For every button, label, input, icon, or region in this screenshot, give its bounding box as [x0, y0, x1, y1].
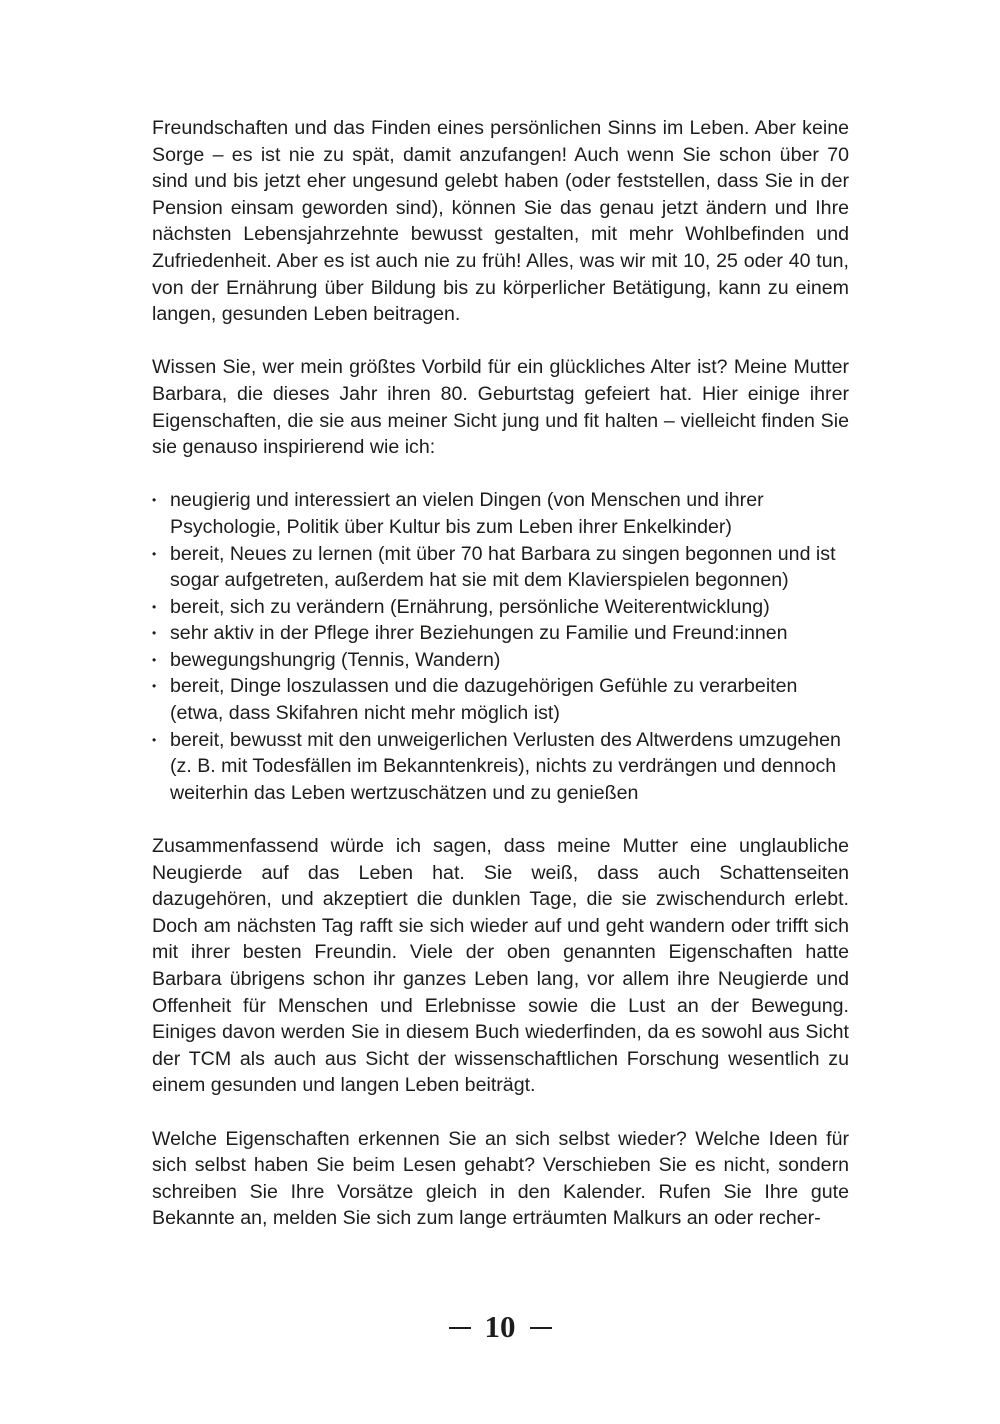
paragraph-gap: [152, 461, 849, 488]
list-item-text: bereit, bewusst mit den unweigerlichen Verlusten des Altwerdens umzugehen (z. B. mit Todesfällen im Bekanntenkreis), nichts zu verdrängen und dennoch weiterhin das Leben wertzuschätzen und zu genießen: [170, 728, 841, 804]
list-item-text: bereit, sich zu verändern (Ernährung, persönliche Weiterentwicklung): [170, 595, 770, 618]
list-item: [152, 647, 849, 674]
paragraph-summary: Zusammenfassend würde ich sagen, dass meine Mutter eine unglaubliche Neugierde auf das Leben hat. Sie weiß, dass auch Schattenseiten dazugehören, und akzeptiert die dunklen Tage, die sie zwischendurch erlebt. Doch am nächsten Tag rafft sie sich wieder auf und geht wandern oder trifft sich mit ihrer besten Freundin. Viele der oben genannten Eigenschaften hatte Barbara übrigens schon ihr ganzes Leben lang, vor allem ihre Neugierde und Offenheit für Menschen und Erlebnisse sowie die Lust an der Bewegung. Einiges davon werden Sie in diesem Buch wiederfinden, da es sowohl aus Sicht der TCM als auch aus Sicht der wissenschaftlichen Forschung wesentlich zu einem gesunden und langen Leben beiträgt.: [152, 835, 849, 1097]
list-item: [152, 594, 849, 621]
bullet-icon: •: [152, 493, 157, 508]
list-item: [152, 727, 849, 807]
paragraph-gap: [152, 806, 849, 833]
list-item-text: sehr aktiv in der Pflege ihrer Beziehungen zu Familie und Freund:innen: [170, 622, 788, 645]
list-item-text: neugierig und interessiert an vielen Dingen (von Menschen und ihrer Psychologie, Politik über Kultur bis zum Leben ihrer Enkelkinder): [170, 489, 764, 538]
list-item: [152, 620, 849, 647]
paragraph-gap: [152, 1099, 849, 1126]
bullet-icon: •: [152, 626, 157, 641]
paragraph-role-model: Wissen Sie, wer mein größtes Vorbild für ein glückliches Alter ist? Meine Mutter Barbara, die dieses Jahr ihren 80. Geburtstag gefeiert hat. Hier einige ihrer Eigenschaften, die sie aus meiner Sicht jung und fit halten – vielleicht finden Sie sie genauso inspirierend wie ich:: [152, 356, 849, 459]
bullet-icon: •: [152, 599, 157, 614]
list-item: [152, 673, 849, 726]
paragraph-reflection: Welche Eigenschaften erkennen Sie an sich selbst wieder? Welche Ideen für sich selbst haben Sie beim Lesen gehabt? Verschieben Sie es nicht, sondern schreiben Sie Ihre Vorsätze gleich in den Kalender. Rufen Sie Ihre gute Bekannte an, melden Sie sich zum lange erträumten Malkurs an oder recher-: [152, 1127, 849, 1230]
bullet-icon: •: [152, 732, 157, 747]
bullet-icon: •: [152, 546, 157, 561]
list-item-text: bereit, Neues zu lernen (mit über 70 hat Barbara zu singen begonnen und ist sogar aufgetreten, außerdem hat sie mit dem Klavierspielen begonnen): [170, 542, 836, 592]
bullet-icon: •: [152, 652, 157, 667]
paragraph-intro: Freundschaften und das Finden eines persönlichen Sinns im Leben. Aber keine Sorge – es ist nie zu spät, damit anzufangen! Auch wenn Sie schon über 70 sind und bis jetzt eher ungesund gelebt haben (oder feststellen, dass Sie in der Pension einsam geworden sind), können Sie das genau jetzt ändern und Ihre nächsten Lebensjahrzehnte bewusst gestalten, mit mehr Wohlbefinden und Zufriedenheit. Aber es ist auch nie zu früh! Alles, was wir mit 10, 25 oder 40 tun, von der Ernährung über Bildung bis zu körperlicher Betätigung, kann zu einem langen, gesunden Leben beitragen.: [152, 117, 849, 326]
list-item-text: bereit, Dinge loszulassen und die dazugehörigen Gefühle zu verarbeiten (etwa, dass Skifahren nicht mehr möglich ist): [170, 675, 798, 725]
qualities-list: [152, 487, 849, 806]
page-body: [152, 115, 849, 1232]
bullet-icon: •: [152, 679, 157, 694]
left-dash-ornament: [449, 1327, 471, 1329]
list-item: [152, 487, 849, 540]
page-number-footer: [0, 1309, 1000, 1345]
paragraph-gap: [152, 328, 849, 355]
list-item-text: bewegungshungrig (Tennis, Wandern): [170, 648, 501, 671]
right-dash-ornament: [530, 1327, 552, 1329]
list-item: [152, 541, 849, 594]
page-number: 10: [484, 1309, 516, 1344]
